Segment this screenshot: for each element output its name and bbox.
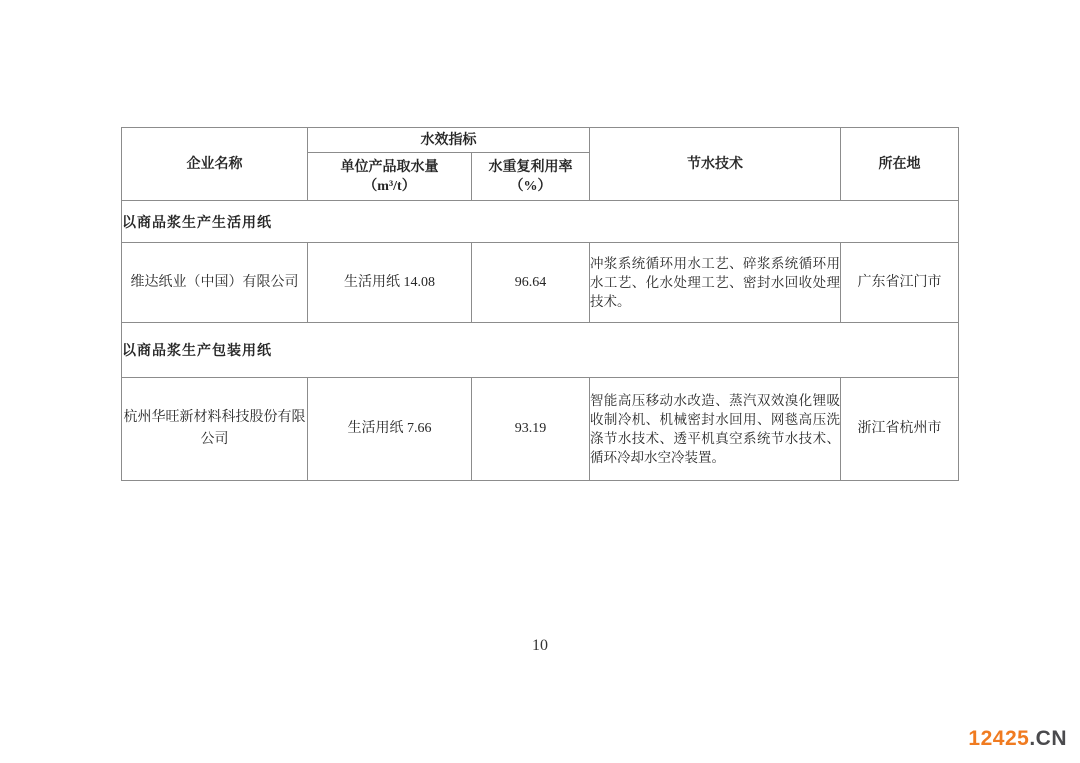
cell-reuse-rate: 93.19: [472, 378, 590, 481]
cell-company-name: 杭州华旺新材料科技股份有限公司: [122, 378, 308, 481]
table-row-vinda: [122, 243, 959, 323]
table-row-huawang: [122, 378, 959, 481]
cell-unit-intake: 生活用纸 14.08: [308, 243, 472, 323]
cell-company-name: 维达纸业（中国）有限公司: [122, 243, 308, 323]
cell-water-saving-tech: 智能高压移动水改造、蒸汽双效溴化锂吸收制冷机、机械密封水回用、网毯高压洗涤节水技术、透平机真空系统节水技术、循环冷却水空冷装置。: [590, 378, 841, 481]
page-number: 10: [532, 637, 548, 654]
section-row-household-paper: [122, 201, 959, 243]
cell-unit-intake: 生活用纸 7.66: [308, 378, 472, 481]
section-title-household-paper: 以商品浆生产生活用纸: [122, 201, 959, 243]
header-water-efficiency-group: 水效指标: [308, 128, 590, 153]
header-company: 企业名称: [122, 128, 308, 201]
water-efficiency-table: [121, 127, 959, 481]
header-unit-intake-line1: 单位产品取水量: [340, 159, 439, 175]
watermark-number: 12425: [968, 727, 1030, 750]
header-reuse-rate-line2: （%）: [509, 178, 552, 194]
header-unit-intake: [308, 153, 472, 201]
header-reuse-rate: [472, 153, 590, 201]
header-reuse-rate-line1: 水重复利用率: [488, 159, 573, 175]
watermark-domain: .CN: [1029, 727, 1067, 750]
site-watermark: [968, 727, 1067, 751]
cell-location: 广东省江门市: [841, 243, 959, 323]
section-title-packaging-paper: 以商品浆生产包装用纸: [122, 323, 959, 378]
cell-water-saving-tech: 冲浆系统循环用水工艺、碎浆系统循环用水工艺、化水处理工艺、密封水回收处理技术。: [590, 243, 841, 323]
table-header-row-1: [122, 128, 959, 153]
header-unit-intake-line2: （m³/t）: [363, 178, 416, 194]
cell-location: 浙江省杭州市: [841, 378, 959, 481]
header-location: 所在地: [841, 128, 959, 201]
section-row-packaging-paper: [122, 323, 959, 378]
cell-reuse-rate: 96.64: [472, 243, 590, 323]
header-water-saving-tech: 节水技术: [590, 128, 841, 201]
